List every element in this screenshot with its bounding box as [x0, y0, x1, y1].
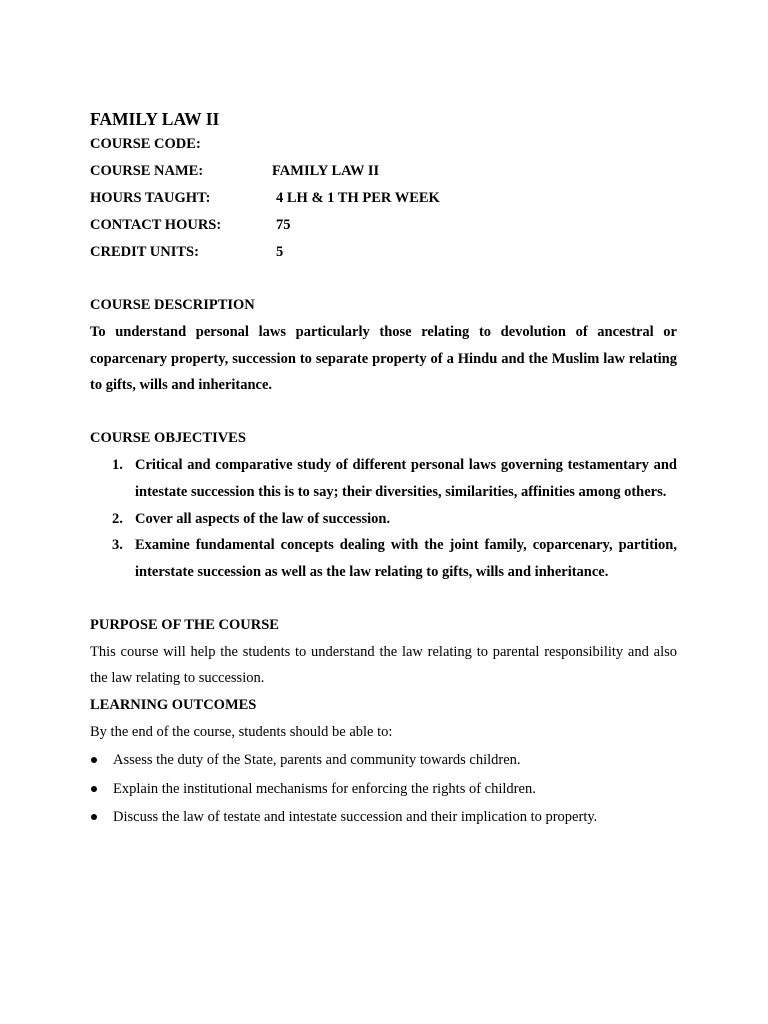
list-item	[90, 532, 677, 585]
document-page	[90, 108, 677, 832]
info-row-credit-units	[90, 239, 677, 266]
info-row-contact-hours	[90, 212, 677, 239]
course-objectives-list	[90, 452, 677, 586]
list-item-text: Explain the institutional mechanisms for enforcing the rights of children.	[113, 780, 536, 797]
info-value: 5	[276, 244, 284, 260]
course-description-text: To understand personal laws particularly those relating to devolution of ancestral or coparcenary property, succession to separate property of a Hindu and the Muslim law relating to gifts, wills and inheritance.	[90, 324, 677, 394]
bullet-icon	[91, 814, 97, 820]
info-value: 75	[276, 217, 291, 233]
list-item-number: 3.	[112, 537, 123, 554]
list-item-number: 2.	[112, 510, 123, 527]
list-item	[90, 506, 677, 533]
learning-outcomes-list	[90, 746, 677, 832]
list-item-text: Cover all aspects of the law of succession.	[135, 510, 391, 527]
bullet-icon	[91, 786, 97, 792]
info-label: COURSE CODE:	[90, 136, 201, 152]
info-value: 4 LH & 1 TH PER WEEK	[276, 190, 440, 206]
list-item	[90, 452, 677, 505]
course-info-table	[90, 131, 677, 266]
learning-outcomes-intro: By the end of the course, students should be able to:	[90, 724, 393, 741]
list-item-text: Assess the duty of the State, parents and community towards children.	[113, 752, 521, 769]
bullet-icon	[91, 757, 97, 763]
purpose-heading: PURPOSE OF THE COURSE	[90, 616, 279, 633]
spacer	[90, 586, 677, 612]
spacer	[90, 266, 677, 292]
spacer	[90, 399, 677, 425]
info-label: CREDIT UNITS:	[90, 244, 199, 260]
list-item-text: Discuss the law of testate and intestate succession and their implication to property.	[113, 809, 598, 826]
list-item	[90, 803, 677, 832]
list-item-text: Critical and comparative study of different personal laws governing testamentary and intestate succession this is to say; their diversities, similarities, affinities among others.	[135, 457, 677, 500]
list-item	[90, 775, 677, 804]
purpose-text: This course will help the students to understand the law relating to parental responsibility and also the law relating to succession.	[90, 643, 677, 687]
info-row-course-code	[90, 131, 677, 158]
info-label: COURSE NAME:	[90, 163, 204, 179]
learning-outcomes-heading: LEARNING OUTCOMES	[90, 697, 257, 714]
list-item-number: 1.	[112, 457, 123, 474]
info-row-hours-taught	[90, 185, 677, 212]
info-label: HOURS TAUGHT:	[90, 190, 211, 206]
info-value: FAMILY LAW II	[272, 163, 380, 179]
list-item-text: Examine fundamental concepts dealing with the joint family, coparcenary, partition, interstate succession as well as the law relating to gifts, wills and inheritance.	[135, 537, 677, 580]
info-row-course-name	[90, 158, 677, 185]
list-item	[90, 746, 677, 775]
course-description-heading: COURSE DESCRIPTION	[90, 297, 255, 313]
document-title: FAMILY LAW II	[90, 109, 220, 129]
course-objectives-heading: COURSE OBJECTIVES	[90, 430, 246, 447]
info-label: CONTACT HOURS:	[90, 217, 222, 233]
